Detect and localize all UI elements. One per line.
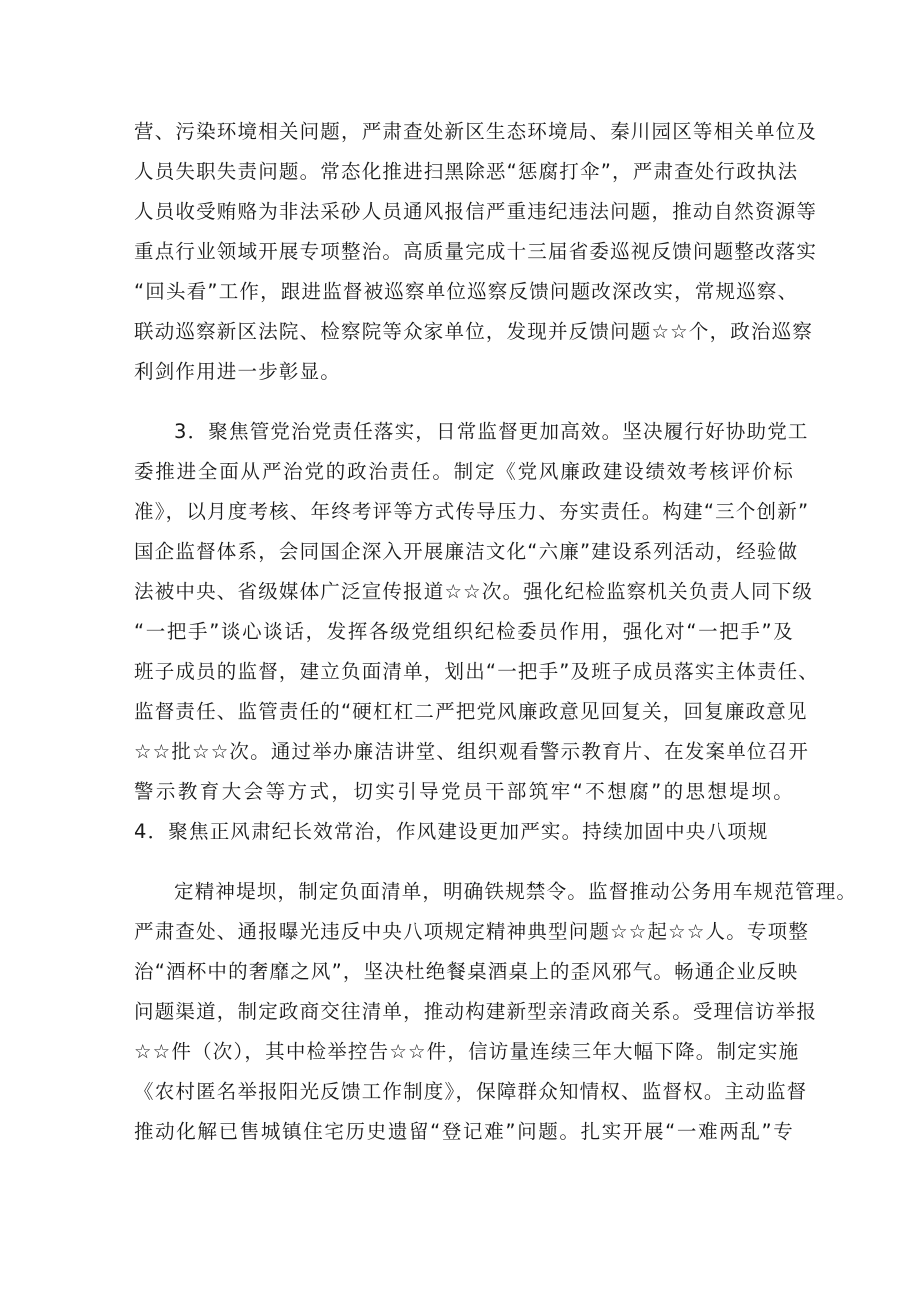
text-line: 利剑作用进一步彰显。 — [134, 360, 342, 383]
text-line: 班子成员的监督，建立负面清单，划出“一把手”及班子成员落实主体责任、 — [134, 660, 820, 683]
text-line — [134, 1152, 794, 1192]
text-line: 国企监督体系，会同国企深入开展廉洁文化“六廉”建设系列活动，经验做 — [134, 540, 799, 563]
text-line: 准》，以月度考核、年终考评等方式传导压力、夯实责任。构建“三个创新” — [134, 500, 810, 523]
text-line: 问题渠道，制定政商交往清单，推动构建新型亲清政商关系。受理信访举报 — [134, 1000, 818, 1023]
text-line: ☆☆件（次），其中检举控告☆☆件，信访量连续三年大幅下降。制定实施 — [134, 1040, 800, 1063]
text-line: 严肃查处、通报曝光违反中央八项规定精神典型问题☆☆起☆☆人。专项整 — [134, 920, 810, 943]
text-line: 营、污染环境相关问题，严肃查处新区生态环境局、秦川园区等相关单位及 — [134, 120, 818, 143]
text-line: “一把手”谈心谈话，发挥各级党组织纪检委员作用，强化对“一把手”及 — [134, 620, 794, 643]
text-line: 《农村匿名举报阳光反馈工作制度》，保障群众知情权、监督权。主动监督 — [134, 1080, 808, 1103]
section-heading-3: 3．聚焦管党治党责任落实，日常监督更加高效。坚决履行好协助党工 — [174, 420, 809, 443]
text-line: 治“酒杯中的奢靡之风”，坚决杜绝餐桌酒桌上的歪风邪气。畅通企业反映 — [134, 960, 799, 983]
section-heading-4: 定精神堤坝，制定负面清单，明确铁规禁令。监督推动公务用车规范管理。 — [174, 880, 858, 903]
text-line: ☆☆批☆☆次。通过举办廉洁讲堂、组织观看警示教育片、在发案单位召开 — [134, 740, 810, 763]
text-line: 委推进全面从严治党的政治责任。制定《党风廉政建设绩效考核评价标 — [134, 460, 794, 483]
text-line: 联动巡察新区法院、检察院等众家单位，发现并反馈问题☆☆个，政治巡察 — [134, 320, 814, 343]
text-line: 监督责任、监管责任的“硬杠杠二严把党风廉政意见回复关，回复廉政意见 — [134, 700, 808, 723]
text-line: 法被中央、省级媒体广泛宣传报道☆☆次。强化纪检监察机关负责人同下级 — [134, 580, 814, 603]
text-line: “回头看”工作，跟进监督被巡察单位巡察反馈问题改深改实，常规巡察、 — [134, 280, 799, 303]
text-line: 人员收受贿赂为非法采砂人员通风报信严重违纪违法问题，推动自然资源等 — [134, 200, 818, 223]
text-line: 警示教育大会等方式，切实引导党员干部筑牢“不想腐”的思想堤坝。 — [134, 780, 794, 803]
text-line: 重点行业领域开展专项整治。高质量完成十三届省委巡视反馈问题整改落实 — [134, 240, 818, 263]
text-line: 4．聚焦正风肃纪长效常治，作风建设更加严实。持续加固中央八项规 — [134, 820, 769, 843]
text-line: 推动化解已售城镇住宅历史遗留“登记难”问题。扎实开展“一难两乱”专 — [134, 1120, 794, 1143]
text-line: 人员失职失责问题。常态化推进扫黑除恶“惩腐打伞”，严肃查处行政执法 — [134, 160, 799, 183]
